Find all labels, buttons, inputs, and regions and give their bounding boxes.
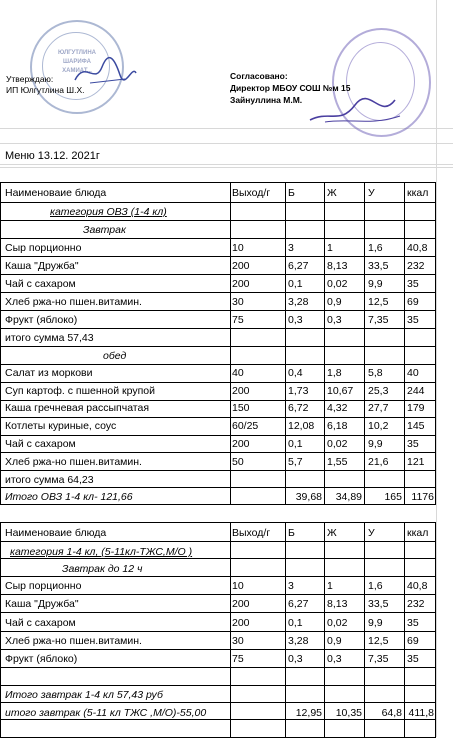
table-border [0,667,436,668]
grid-line [0,164,453,165]
table-cell: 3,28 [288,296,309,308]
table-cell: 200 [232,616,250,629]
total-5-11-label: итого завтрак (5-11 кл ТЖС ,М/О)-55,00 [5,707,207,719]
table-border [230,522,231,737]
category-label-2: категория 1-4 кл, (5-11кл-ТЖС,М/О ) [10,546,193,558]
table-border [0,522,1,737]
table-border [0,558,436,559]
table-cell: 12,08 [288,420,315,433]
table-cell: 40 [232,367,244,379]
meal-label-breakfast-2: Завтрак до 12 ч [62,563,143,575]
table-cell: 0,02 [327,616,348,629]
col-header-yield-2: Выход/г [232,527,271,539]
grand-total-protein: 39,68 [295,491,322,503]
total-1-4: Итого завтрак 1-4 кл 57,43 руб [5,689,163,701]
table-cell: 0,9 [327,634,342,647]
table-cell: 10 [232,580,244,592]
table-border [404,182,405,504]
dish-name: Каша "Дружба" [5,260,79,272]
table-cell: 3 [288,580,294,592]
dish-name: Фрукт (яблоко) [5,653,78,666]
table-border [0,685,436,686]
table-cell: 0,02 [327,437,348,450]
table-cell: 0,3 [327,314,342,326]
table-cell: 8,13 [327,260,348,272]
table-cell: 60/25 [232,420,259,433]
table-cell: 0,1 [288,437,303,450]
table-cell: 35 [407,653,419,666]
dish-name: Котлеты куриные, соус [5,420,117,433]
table-cell: 35 [407,437,419,450]
table-cell: 40,8 [407,580,428,592]
table-cell: 0,4 [288,367,303,379]
table-border [0,719,436,720]
total-5-11-kcal: 411,8 [408,707,434,719]
breakfast-total: итого сумма 57,43 [5,332,94,344]
table-border [0,256,436,257]
table-cell: 0,3 [327,653,342,666]
table-cell: 0,02 [327,278,348,290]
grand-total-fat: 34,89 [335,491,362,503]
table-cell: 30 [232,296,244,308]
total-5-11-protein: 12,95 [295,707,322,719]
table-cell: 0,3 [288,653,303,666]
table-border [0,522,436,523]
table-cell: 30 [232,634,244,647]
col-header-dish: Наименоваие блюда [5,187,107,199]
table-border [0,541,436,542]
table-cell: 1,55 [327,455,348,468]
meal-label-breakfast: Завтрак [83,224,126,236]
table-border [0,310,436,311]
grid-line [0,143,453,144]
table-cell: 69 [407,634,419,647]
table-border [0,504,436,505]
dish-name: Фрукт (яблоко) [5,314,78,326]
table-cell: 33,5 [368,598,389,611]
table-cell: 75 [232,314,244,326]
table-border [0,487,436,488]
table-border [324,182,325,504]
approval-stamp: ЮЛГУТЛИНА ШАРИФА ХАМИАТ... [30,20,124,114]
table-cell: 232 [407,260,425,272]
table-border [0,346,436,347]
table-cell: 1,73 [288,384,309,397]
table-cell: 0,1 [288,278,303,290]
dish-name: Каша гречневая рассыпчатая [5,402,150,415]
table-border [0,594,436,595]
table-cell: 1 [327,242,333,254]
meal-label-lunch: обед [103,350,127,362]
table-border [0,612,436,613]
lunch-total: итого сумма 64,23 [5,474,94,486]
table-cell: 6,18 [327,420,348,433]
dish-name: Суп картоф. с пшенной крупой [5,384,156,397]
table-cell: 25,3 [368,384,389,397]
table-border [0,328,436,329]
table-border [364,182,365,504]
table-border [404,522,405,737]
col-header-fat: Ж [327,187,337,199]
table-border [364,522,365,737]
table-cell: 7,35 [368,653,389,666]
col-header-fat-2: Ж [327,527,337,539]
col-header-carbs-2: У [368,527,375,539]
table-border [0,631,436,632]
table-border [0,182,1,504]
dish-name: Чай с сахаром [5,278,76,290]
table-cell: 35 [407,616,419,629]
table-border [0,220,436,221]
table-cell: 9,9 [368,437,383,450]
table-border [0,435,436,436]
dish-name: Каша "Дружба" [5,598,79,611]
col-header-carbs: У [368,187,375,199]
table-border [0,576,436,577]
grand-total-carbs: 165 [384,491,402,503]
table-cell: 6,27 [288,598,309,611]
table-cell: 10,2 [368,420,389,433]
col-header-protein-2: Б [288,527,295,539]
table-border [0,274,436,275]
table-cell: 6,72 [288,402,309,415]
table-cell: 8,13 [327,598,348,611]
table-cell: 7,35 [368,314,389,326]
table-cell: 179 [407,402,425,415]
table-cell: 200 [232,437,250,450]
col-header-kcal: ккал [407,187,429,199]
table-cell: 0,1 [288,616,303,629]
table-cell: 3,28 [288,634,309,647]
table-border [285,182,286,504]
table-cell: 12,5 [368,296,389,308]
table-border [0,382,436,383]
table-cell: 6,27 [288,260,309,272]
table-cell: 200 [232,278,250,290]
table-cell: 9,9 [368,278,383,290]
table-border [0,417,436,418]
table-cell: 50 [232,455,244,468]
table-border [0,452,436,453]
table-cell: 35 [407,278,419,290]
col-header-yield: Выход/г [232,187,271,199]
approval-block: Утверждаю: ИП Юлгутлина Ш.Х. [6,74,85,95]
table-border [0,470,436,471]
table-cell: 145 [407,420,425,433]
table-border [285,522,286,737]
table-cell: 9,9 [368,616,383,629]
table-border [435,522,436,737]
grid-line [0,167,453,168]
table-cell: 75 [232,653,244,666]
dish-name: Хлеб ржа-но пшен.витамин. [5,296,142,308]
menu-date: Меню 13.12. 2021г [5,150,100,162]
total-5-11-carbs: 64,8 [381,707,402,719]
table-cell: 27,7 [368,402,389,415]
table-cell: 10 [232,242,244,254]
agreement-block: Согласовано: Директор МБОУ СОШ №м 15 Зайнуллина М.М. [230,71,351,105]
table-cell: 0,9 [327,296,342,308]
table-cell: 121 [407,455,425,468]
dish-name: Сыр порционно [5,242,82,254]
col-header-kcal-2: ккал [407,527,429,539]
dish-name: Хлеб ржа-но пшен.витамин. [5,455,142,468]
dish-name: Сыр порционно [5,580,82,592]
dish-name: Салат из моркови [5,367,93,379]
table-cell: 200 [232,260,250,272]
grand-total-label: Итого ОВЗ 1-4 кл- 121,66 [5,491,133,503]
category-label: категория ОВЗ (1-4 кл) [50,206,167,218]
table-cell: 200 [232,384,250,397]
table-border [435,182,436,504]
table-cell: 1,6 [368,580,383,592]
total-5-11-fat: 10,35 [335,707,362,719]
col-header-dish-2: Наименоваие блюда [5,527,107,539]
dish-name: Чай с сахаром [5,616,76,629]
table-cell: 244 [407,384,425,397]
dish-name: Хлеб ржа-но пшен.витамин. [5,634,142,647]
table-cell: 21,6 [368,455,389,468]
table-cell: 1,6 [368,242,383,254]
table-border [0,649,436,650]
table-cell: 5,7 [288,455,303,468]
table-border [0,202,436,203]
table-cell: 10,67 [327,384,354,397]
table-cell: 3 [288,242,294,254]
table-cell: 1,8 [327,367,342,379]
table-border [0,238,436,239]
col-header-protein: Б [288,187,295,199]
table-border [0,702,436,703]
table-border [0,400,436,401]
table-cell: 12,5 [368,634,389,647]
table-cell: 35 [407,314,419,326]
table-cell: 0,3 [288,314,303,326]
table-cell: 5,8 [368,367,383,379]
table-border [324,522,325,737]
table-border [0,182,436,183]
table-cell: 4,32 [327,402,348,415]
document-header [0,0,453,128]
table-border [230,182,231,504]
table-cell: 40,8 [407,242,428,254]
table-cell: 232 [407,598,425,611]
table-cell: 40 [407,367,419,379]
table-border [0,364,436,365]
table-border [0,292,436,293]
dish-name: Чай с сахаром [5,437,76,450]
table-cell: 200 [232,598,250,611]
table-cell: 69 [407,296,419,308]
grand-total-kcal: 1176 [411,491,434,503]
table-cell: 1 [327,580,333,592]
table-cell: 33,5 [368,260,389,272]
table-cell: 150 [232,402,250,415]
